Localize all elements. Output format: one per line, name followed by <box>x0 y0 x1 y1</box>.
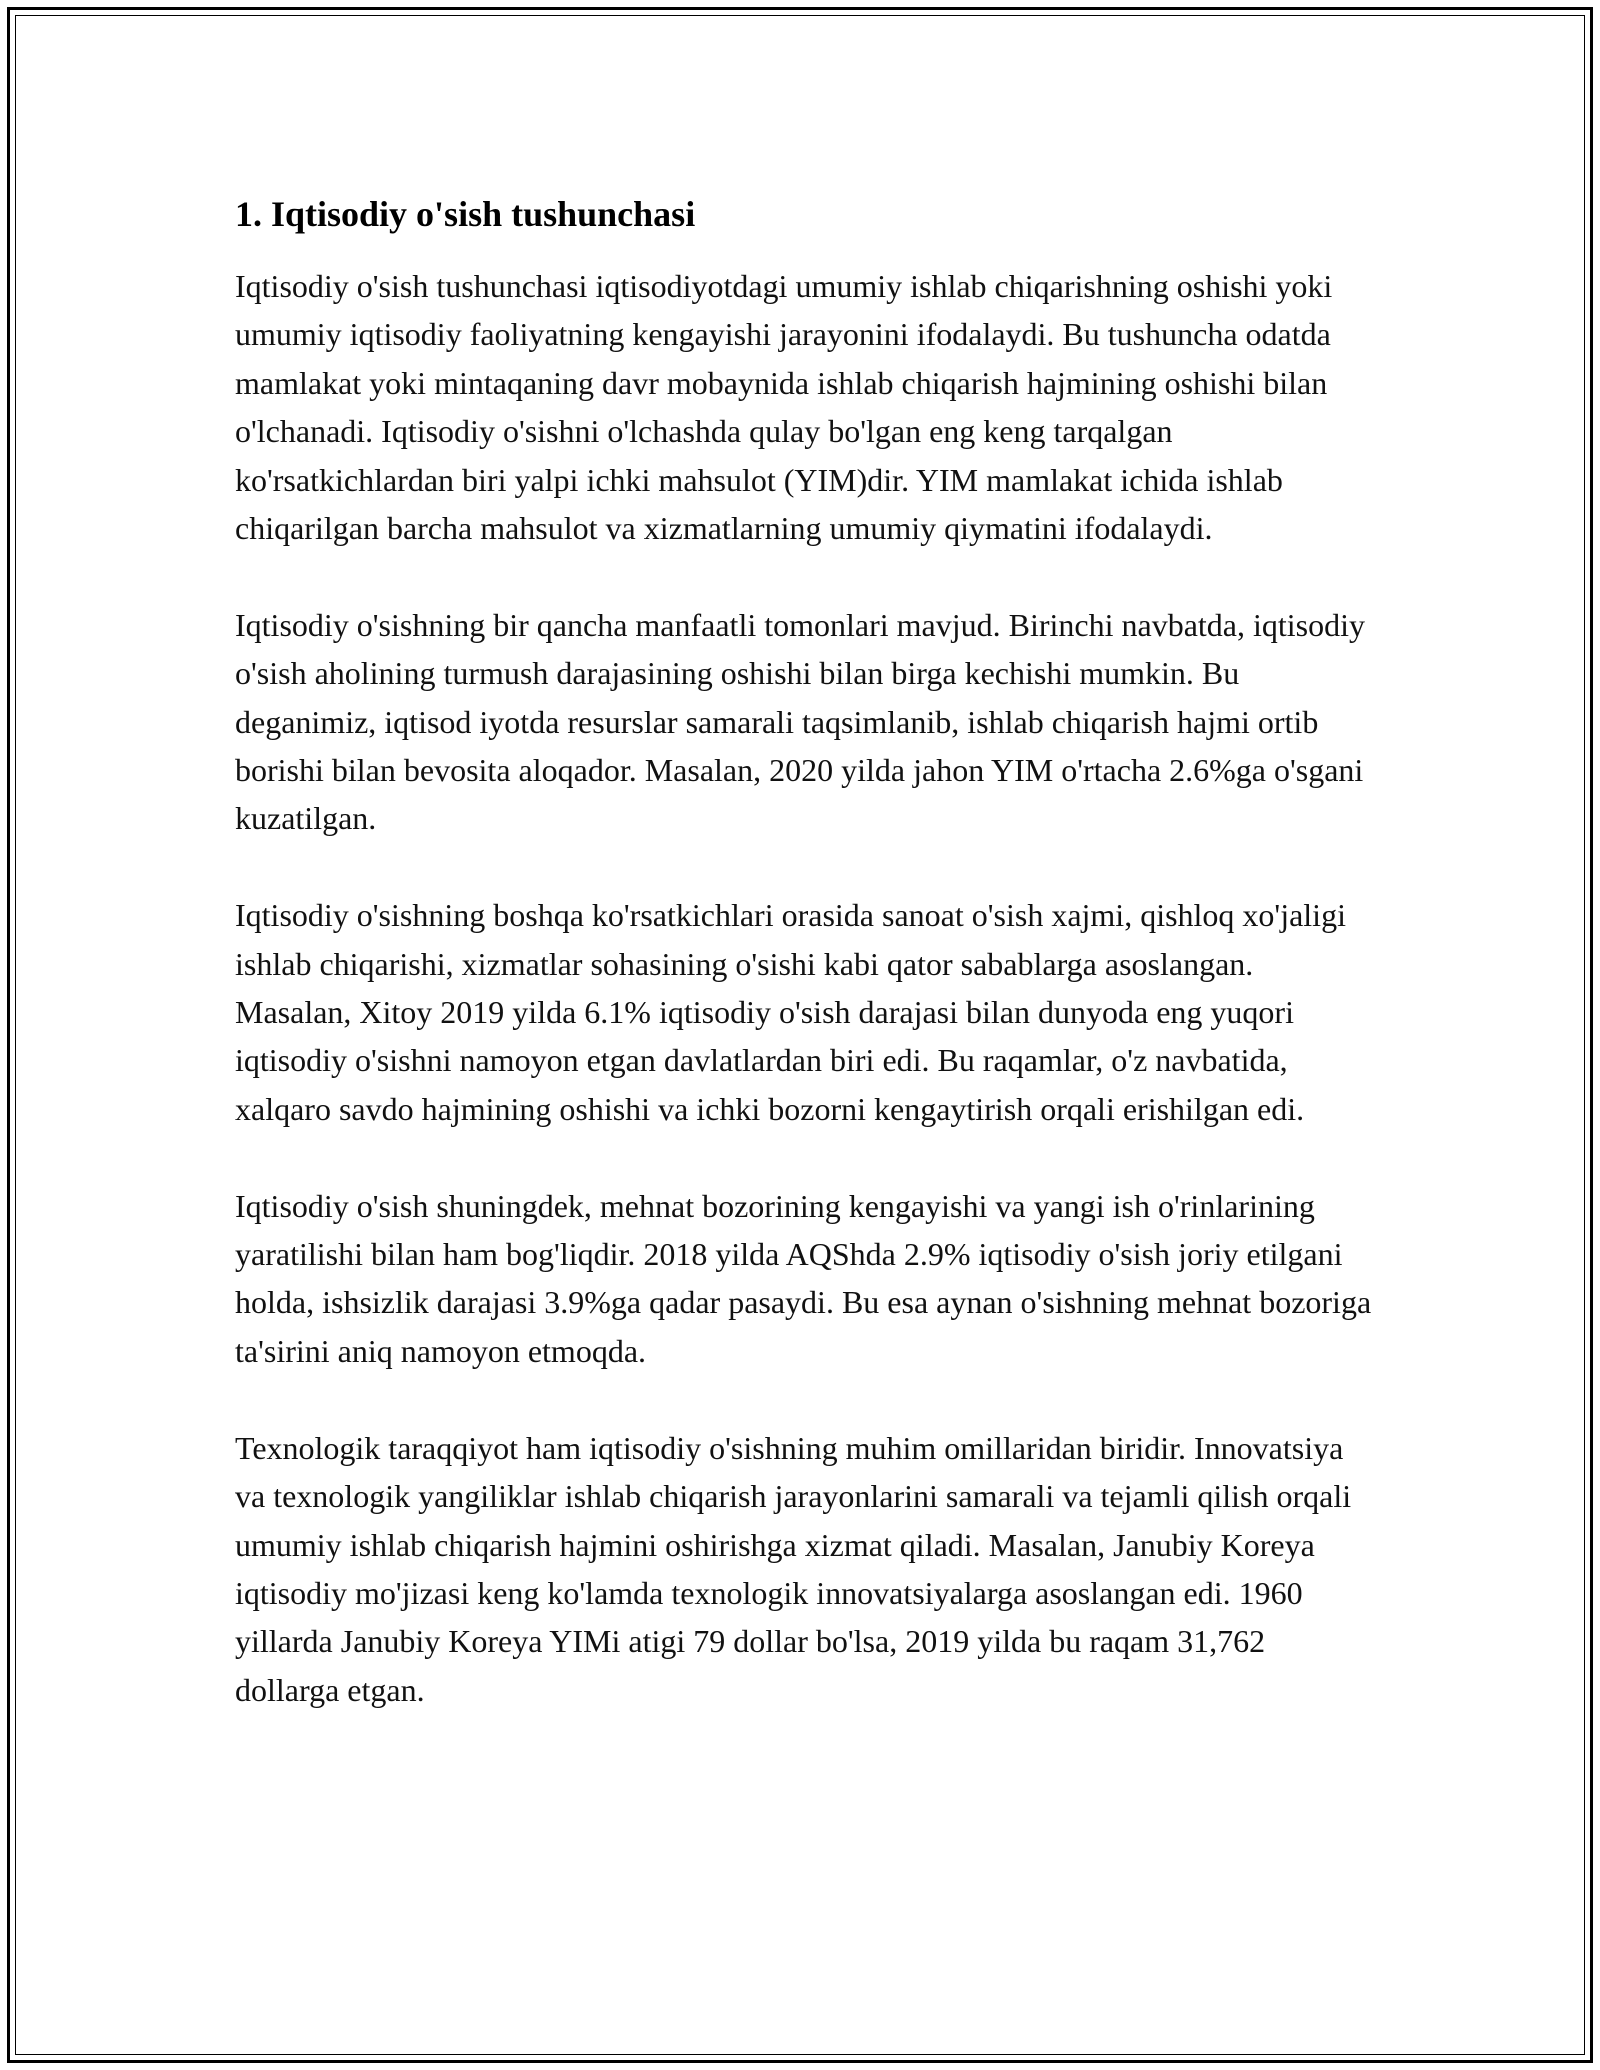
paragraph-4: Iqtisodiy o'sish shuningdek, mehnat bozorining kengayishi va yangi ish o'rinlarining yaratilishi bilan ham bog'liqdir. 2018 yilda AQShda 2.9% iqtisodiy o'sish joriy etilgani holda, ishsizlik darajasi 3.9%ga qadar pasaydi. Bu esa aynan o'sishning mehnat bozoriga ta'sirini aniq namoyon etmoqda. <box>235 1187 1372 1369</box>
paragraph-1: Iqtisodiy o'sish tushunchasi iqtisodiyotdagi umumiy ishlab chiqarishning oshishi yoki umumiy iqtisodiy faoliyatning kengayishi jarayonini ifodalaydi. Bu tushuncha odatda mamlakat yoki mintaqaning davr mobaynida ishlab chiqarish hajmining oshishi bilan o'lchanadi. Iqtisodiy o'sishni o'lchashda qulay bo'lgan eng keng tarqalgan ko'rsatkichlardan biri yalpi ichki mahsulot (YIM)dir. YIM mamlakat ichida ishlab chiqarilgan barcha mahsulot va xizmatlarning umumiy qiymatini ifodalaydi. <box>235 268 1333 547</box>
section-heading: 1. Iqtisodiy o'sish tushunchasi <box>235 194 696 234</box>
paragraph-3: Iqtisodiy o'sishning boshqa ko'rsatkichlari orasida sanoat o'sish xajmi, qishloq xo'jaligi ishlab chiqarishi, xizmatlar sohasining o'sishi kabi qator sabablarga asoslangan. Masalan, Xitoy 2019 yilda 6.1% iqtisodiy o'sish darajasi bilan dunyoda eng yuqori iqtisodiy o'sishni namoyon etgan davlatlardan biri edi. Bu raqamlar, o'z navbatida, xalqaro savdo hajmining oshishi va ichki bozorni kengaytirish orqali erishilgan edi. <box>235 897 1346 1127</box>
document-body <box>235 188 1375 1714</box>
paragraph-2: Iqtisodiy o'sishning bir qancha manfaatli tomonlari mavjud. Birinchi navbatda, iqtisodiy o'sish aholining turmush darajasining oshishi bilan birga kechishi mumkin. Bu deganimiz, iqtisod iyotda resurslar samarali taqsimlanib, ishlab chiqarish hajmi ortib borishi bilan bevosita aloqador. Masalan, 2020 yilda jahon YIM o'rtacha 2.6%ga o'sgani kuzatilgan. <box>235 606 1366 837</box>
paragraph-5: Texnologik taraqqiyot ham iqtisodiy o'sishning muhim omillaridan biridir. Innovatsiya va texnologik yangiliklar ishlab chiqarish jarayonlarini samarali va tejamli qilish orqali umumiy ishlab chiqarish hajmini oshirishga xizmat qiladi. Masalan, Janubiy Koreya iqtisodiy mo'jizasi keng ko'lamda texnologik innovatsiyalarga asoslangan edi. 1960 yillarda Janubiy Koreya YIMi atigi 79 dollar bo'lsa, 2019 yilda bu raqam 31,762 dollarga etgan. <box>235 1429 1352 1708</box>
